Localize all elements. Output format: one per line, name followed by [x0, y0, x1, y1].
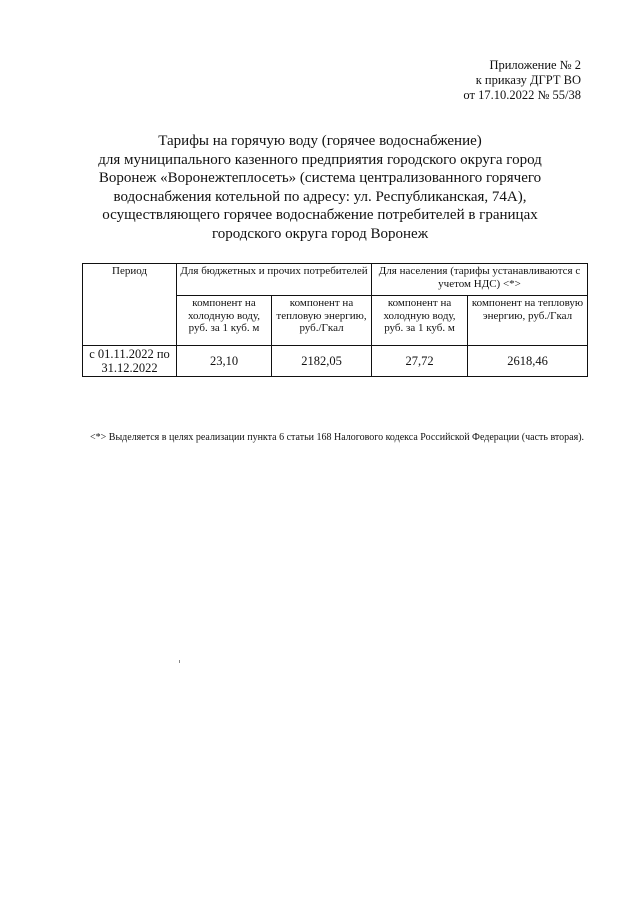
- cell-period: с 01.11.2022 по 31.12.2022: [83, 346, 177, 377]
- table-row: [83, 346, 588, 377]
- cell-population-cold-water: 27,72: [372, 346, 468, 377]
- appendix-date: от 17.10.2022 № 55/38: [463, 88, 581, 102]
- cell-budget-heat-energy: 2182,05: [272, 346, 372, 377]
- header-budget-heat-energy: компонент на тепловую энергию, руб./Гкал: [272, 296, 372, 346]
- appendix-order: к приказу ДГРТ ВО: [475, 73, 581, 87]
- title-line: водоснабжения котельной по адресу: ул. Республиканская, 74А),: [113, 188, 527, 205]
- title-line: Воронеж «Воронежтеплосеть» (система централизованного горячего: [98, 170, 542, 187]
- title-line: Тарифы на горячую воду (горячее водоснабжение): [158, 133, 482, 149]
- appendix-number: Приложение № 2: [489, 58, 581, 72]
- header-population: Для населения (тарифы устанавливаются с учетом НДС) <*>: [372, 264, 588, 296]
- title-line: городского округа город Воронеж: [211, 225, 429, 242]
- cell-budget-cold-water: 23,10: [177, 346, 272, 377]
- appendix-reference: [463, 58, 581, 103]
- title-line: осуществляющего горячее водоснабжение потребителей в границах: [102, 207, 538, 224]
- header-budget-consumers: Для бюджетных и прочих потребителей: [177, 264, 372, 296]
- header-population-heat-energy: компонент на тепловую энергию, руб./Гкал: [468, 296, 588, 346]
- header-budget-cold-water: компонент на холодную воду, руб. за 1 куб. м: [177, 296, 272, 346]
- table-header-row: [83, 264, 588, 296]
- header-period: Период: [83, 264, 177, 346]
- title-line: для муниципального казенного предприятия городского округа город: [98, 151, 542, 168]
- header-population-cold-water: компонент на холодную воду, руб. за 1 куб. м: [372, 296, 468, 346]
- document-title: [60, 132, 580, 244]
- tariffs-table: [82, 263, 588, 377]
- footnote: <*> Выделяется в целях реализации пункта 6 статьи 168 Налогового кодекса Российской Федерации (часть вторая).: [90, 432, 585, 443]
- scan-speck: [179, 660, 180, 663]
- cell-population-heat-energy: 2618,46: [468, 346, 588, 377]
